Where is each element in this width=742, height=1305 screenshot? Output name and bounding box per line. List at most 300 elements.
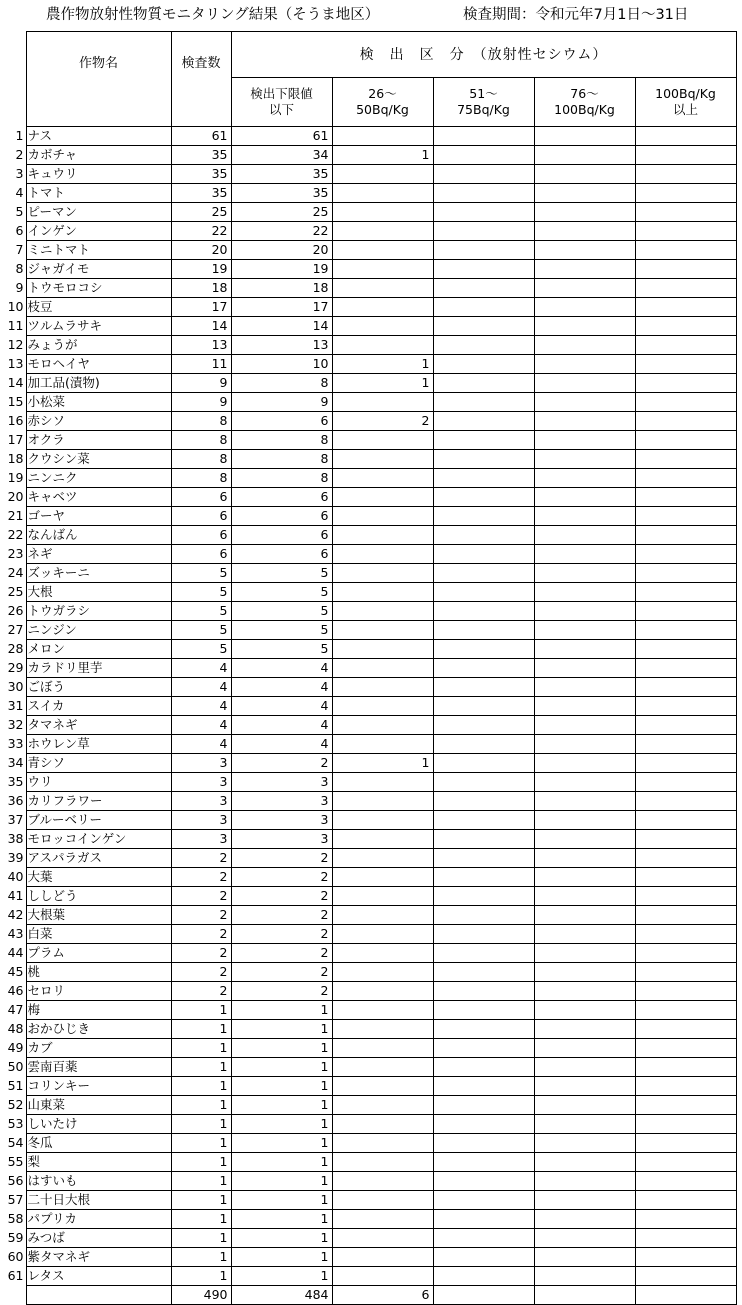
value-26-50: [332, 1058, 433, 1077]
value-26-50: [332, 1001, 433, 1020]
value-over-100: [635, 1191, 736, 1210]
inspection-count: 8: [171, 450, 231, 469]
row-number: 31: [7, 698, 24, 713]
row-number: 47: [7, 1002, 24, 1017]
value-76-100: [534, 184, 635, 203]
totals-below-limit: 484: [231, 1286, 332, 1305]
row-number: 32: [7, 717, 24, 732]
table-row: [0, 621, 736, 640]
table-row: [0, 1115, 736, 1134]
value-76-100: [534, 1134, 635, 1153]
value-51-75: [433, 526, 534, 545]
inspection-count: 1: [171, 1210, 231, 1229]
inspection-count: 19: [171, 260, 231, 279]
value-below-limit: 3: [231, 830, 332, 849]
value-76-100: [534, 1077, 635, 1096]
value-below-limit: 3: [231, 773, 332, 792]
value-26-50: [332, 1191, 433, 1210]
row-number: 2: [15, 147, 24, 162]
row-number: 25: [7, 584, 24, 599]
table-row: [0, 298, 736, 317]
inspection-count: 17: [171, 298, 231, 317]
value-over-100: [635, 849, 736, 868]
crop-name: カボチャ: [26, 146, 171, 165]
value-76-100: [534, 317, 635, 336]
value-over-100: [635, 944, 736, 963]
totals-26-50: 6: [332, 1286, 433, 1305]
totals-label: [26, 1286, 171, 1305]
value-51-75: [433, 336, 534, 355]
value-26-50: 1: [332, 355, 433, 374]
row-number: 51: [7, 1078, 24, 1093]
value-26-50: [332, 849, 433, 868]
value-51-75: [433, 659, 534, 678]
value-51-75: [433, 374, 534, 393]
inspection-count: 1: [171, 1153, 231, 1172]
table-row: [0, 963, 736, 982]
value-51-75: [433, 1020, 534, 1039]
inspection-count: 1: [171, 1001, 231, 1020]
totals-over-100: [635, 1286, 736, 1305]
row-number: 24: [7, 565, 24, 580]
crop-name: ミニトマト: [26, 241, 171, 260]
value-76-100: [534, 1191, 635, 1210]
value-51-75: [433, 678, 534, 697]
inspection-count: 1: [171, 1267, 231, 1286]
row-number: 30: [7, 679, 24, 694]
value-below-limit: 2: [231, 868, 332, 887]
row-number: 8: [15, 261, 24, 276]
value-over-100: [635, 811, 736, 830]
value-26-50: 1: [332, 146, 433, 165]
value-51-75: [433, 640, 534, 659]
value-26-50: [332, 184, 433, 203]
value-26-50: [332, 944, 433, 963]
value-below-limit: 2: [231, 925, 332, 944]
value-26-50: 1: [332, 374, 433, 393]
value-51-75: [433, 773, 534, 792]
crop-name: ツルムラサキ: [26, 317, 171, 336]
table-row: [0, 1210, 736, 1229]
value-76-100: [534, 1210, 635, 1229]
inspection-count: 25: [171, 203, 231, 222]
row-number: 28: [7, 641, 24, 656]
inspection-count: 2: [171, 982, 231, 1001]
row-number: 5: [15, 204, 24, 219]
row-number: 57: [7, 1192, 24, 1207]
value-26-50: [332, 792, 433, 811]
value-below-limit: 8: [231, 374, 332, 393]
table-row: [0, 735, 736, 754]
value-76-100: [534, 1153, 635, 1172]
value-below-limit: 2: [231, 963, 332, 982]
inspection-count: 14: [171, 317, 231, 336]
value-26-50: [332, 583, 433, 602]
value-76-100: [534, 1020, 635, 1039]
value-26-50: [332, 1248, 433, 1267]
value-26-50: [332, 1229, 433, 1248]
inspection-count: 2: [171, 925, 231, 944]
value-below-limit: 1: [231, 1001, 332, 1020]
value-51-75: [433, 450, 534, 469]
value-below-limit: 34: [231, 146, 332, 165]
value-51-75: [433, 1248, 534, 1267]
table-body: [0, 127, 736, 1286]
value-51-75: [433, 1039, 534, 1058]
crop-name: メロン: [26, 640, 171, 659]
crop-name: ブルーベリー: [26, 811, 171, 830]
value-below-limit: 1: [231, 1077, 332, 1096]
value-26-50: [332, 1096, 433, 1115]
inspection-count: 3: [171, 754, 231, 773]
value-below-limit: 2: [231, 982, 332, 1001]
inspection-count: 2: [171, 868, 231, 887]
value-26-50: [332, 507, 433, 526]
crop-name: スイカ: [26, 697, 171, 716]
value-below-limit: 6: [231, 412, 332, 431]
column-header-26-50: 26～ 50Bq/Kg: [332, 78, 433, 127]
value-below-limit: 13: [231, 336, 332, 355]
value-26-50: [332, 1267, 433, 1286]
value-76-100: [534, 279, 635, 298]
value-below-limit: 5: [231, 583, 332, 602]
inspection-count: 5: [171, 621, 231, 640]
row-number: 10: [7, 299, 24, 314]
value-over-100: [635, 127, 736, 146]
value-over-100: [635, 165, 736, 184]
inspection-count: 1: [171, 1191, 231, 1210]
value-51-75: [433, 564, 534, 583]
value-below-limit: 2: [231, 754, 332, 773]
table-row: [0, 203, 736, 222]
table-row: [0, 792, 736, 811]
table-row: [0, 868, 736, 887]
table-row: [0, 336, 736, 355]
inspection-count: 1: [171, 1096, 231, 1115]
value-below-limit: 25: [231, 203, 332, 222]
value-26-50: [332, 621, 433, 640]
value-51-75: [433, 583, 534, 602]
crop-name: プラム: [26, 944, 171, 963]
value-51-75: [433, 241, 534, 260]
value-over-100: [635, 602, 736, 621]
value-51-75: [433, 1153, 534, 1172]
crop-name: 梅: [26, 1001, 171, 1020]
value-over-100: [635, 146, 736, 165]
value-76-100: [534, 944, 635, 963]
value-26-50: [332, 545, 433, 564]
crop-name: 桃: [26, 963, 171, 982]
value-51-75: [433, 887, 534, 906]
column-header-51-75: 51～ 75Bq/Kg: [433, 78, 534, 127]
value-26-50: [332, 773, 433, 792]
row-number: 27: [7, 622, 24, 637]
value-below-limit: 1: [231, 1020, 332, 1039]
value-26-50: [332, 982, 433, 1001]
value-below-limit: 6: [231, 545, 332, 564]
value-26-50: [332, 469, 433, 488]
crop-name: キャベツ: [26, 488, 171, 507]
value-over-100: [635, 526, 736, 545]
table-row: [0, 1077, 736, 1096]
value-over-100: [635, 868, 736, 887]
value-51-75: [433, 165, 534, 184]
crop-name: 雲南百薬: [26, 1058, 171, 1077]
row-number: 50: [7, 1059, 24, 1074]
value-76-100: [534, 412, 635, 431]
row-number: 21: [7, 508, 24, 523]
table-header: [0, 32, 736, 127]
inspection-count: 3: [171, 830, 231, 849]
value-over-100: [635, 450, 736, 469]
column-header-detection-group: 検 出 区 分 （放射性セシウム）: [231, 32, 736, 78]
crop-name: しいたけ: [26, 1115, 171, 1134]
value-below-limit: 1: [231, 1191, 332, 1210]
inspection-count: 2: [171, 944, 231, 963]
inspection-period: 検査期間：令和元年7月1日～31日: [463, 7, 689, 23]
value-76-100: [534, 659, 635, 678]
value-51-75: [433, 716, 534, 735]
value-over-100: [635, 545, 736, 564]
value-over-100: [635, 1248, 736, 1267]
value-below-limit: 4: [231, 716, 332, 735]
row-number: 53: [7, 1116, 24, 1131]
row-number: 9: [15, 280, 24, 295]
table-row: [0, 184, 736, 203]
value-26-50: [332, 735, 433, 754]
value-over-100: [635, 469, 736, 488]
value-76-100: [534, 374, 635, 393]
value-over-100: [635, 621, 736, 640]
value-51-75: [433, 811, 534, 830]
table-row: [0, 1058, 736, 1077]
value-51-75: [433, 602, 534, 621]
value-26-50: 1: [332, 754, 433, 773]
table-footer: [0, 1286, 736, 1305]
inspection-count: 1: [171, 1077, 231, 1096]
inspection-count: 35: [171, 184, 231, 203]
value-over-100: [635, 279, 736, 298]
table-row: [0, 583, 736, 602]
value-26-50: [332, 431, 433, 450]
inspection-count: 5: [171, 583, 231, 602]
value-26-50: [332, 811, 433, 830]
crop-name: ニンニク: [26, 469, 171, 488]
value-76-100: [534, 393, 635, 412]
column-header-count: 検査数: [171, 32, 231, 127]
inspection-count: 4: [171, 716, 231, 735]
table-row: [0, 716, 736, 735]
inspection-count: 13: [171, 336, 231, 355]
value-over-100: [635, 1229, 736, 1248]
value-26-50: [332, 1210, 433, 1229]
row-number: 34: [7, 755, 24, 770]
table-row: [0, 830, 736, 849]
crop-name: ごぼう: [26, 678, 171, 697]
crop-name: 冬瓜: [26, 1134, 171, 1153]
value-26-50: 2: [332, 412, 433, 431]
value-below-limit: 8: [231, 431, 332, 450]
value-76-100: [534, 830, 635, 849]
crop-name: キュウリ: [26, 165, 171, 184]
table-row: [0, 450, 736, 469]
value-76-100: [534, 564, 635, 583]
value-51-75: [433, 355, 534, 374]
value-26-50: [332, 1039, 433, 1058]
row-number: 58: [7, 1211, 24, 1226]
column-header-below-limit: 検出下限値 以下: [231, 78, 332, 127]
value-26-50: [332, 1077, 433, 1096]
value-26-50: [332, 640, 433, 659]
value-51-75: [433, 279, 534, 298]
value-76-100: [534, 298, 635, 317]
crop-name: 二十日大根: [26, 1191, 171, 1210]
table-row: [0, 431, 736, 450]
value-26-50: [332, 678, 433, 697]
value-26-50: [332, 298, 433, 317]
table-row: [0, 488, 736, 507]
row-number: 14: [7, 375, 24, 390]
row-number: 36: [7, 793, 24, 808]
value-over-100: [635, 982, 736, 1001]
inspection-count: 61: [171, 127, 231, 146]
value-51-75: [433, 754, 534, 773]
value-51-75: [433, 963, 534, 982]
value-below-limit: 4: [231, 697, 332, 716]
value-51-75: [433, 792, 534, 811]
value-76-100: [534, 165, 635, 184]
row-number: 52: [7, 1097, 24, 1112]
table-row: [0, 545, 736, 564]
value-51-75: [433, 1058, 534, 1077]
column-header-over-100: 100Bq/Kg 以上: [635, 78, 736, 127]
value-over-100: [635, 412, 736, 431]
crop-name: タマネギ: [26, 716, 171, 735]
crop-name: アスパラガス: [26, 849, 171, 868]
row-number: 11: [7, 318, 24, 333]
table-row: [0, 849, 736, 868]
inspection-count: 8: [171, 469, 231, 488]
value-51-75: [433, 146, 534, 165]
value-below-limit: 1: [231, 1039, 332, 1058]
crop-name: ジャガイモ: [26, 260, 171, 279]
table-row: [0, 602, 736, 621]
value-26-50: [332, 830, 433, 849]
inspection-count: 2: [171, 906, 231, 925]
value-76-100: [534, 1058, 635, 1077]
inspection-count: 35: [171, 146, 231, 165]
value-over-100: [635, 1077, 736, 1096]
value-over-100: [635, 697, 736, 716]
row-number: 29: [7, 660, 24, 675]
value-51-75: [433, 222, 534, 241]
value-over-100: [635, 1039, 736, 1058]
table-row: [0, 906, 736, 925]
row-number: 26: [7, 603, 24, 618]
inspection-count: 1: [171, 1229, 231, 1248]
inspection-count: 4: [171, 678, 231, 697]
column-header-crop-name: 作物名: [26, 32, 171, 127]
value-below-limit: 5: [231, 564, 332, 583]
value-over-100: [635, 1020, 736, 1039]
value-76-100: [534, 697, 635, 716]
table-row: [0, 507, 736, 526]
inspection-count: 3: [171, 792, 231, 811]
value-76-100: [534, 336, 635, 355]
value-over-100: [635, 1134, 736, 1153]
crop-name: 白菜: [26, 925, 171, 944]
row-number: 22: [7, 527, 24, 542]
value-76-100: [534, 469, 635, 488]
value-below-limit: 4: [231, 678, 332, 697]
value-26-50: [332, 317, 433, 336]
crop-name: オクラ: [26, 431, 171, 450]
value-over-100: [635, 792, 736, 811]
row-number: 55: [7, 1154, 24, 1169]
row-number: 13: [7, 356, 24, 371]
value-over-100: [635, 564, 736, 583]
row-number: 18: [7, 451, 24, 466]
row-number: 61: [7, 1268, 24, 1283]
crop-name: モロッコインゲン: [26, 830, 171, 849]
value-51-75: [433, 830, 534, 849]
value-76-100: [534, 241, 635, 260]
inspection-count: 18: [171, 279, 231, 298]
row-number: 33: [7, 736, 24, 751]
table-row: [0, 260, 736, 279]
crop-name: はすいも: [26, 1172, 171, 1191]
value-76-100: [534, 640, 635, 659]
crop-name: ゴーヤ: [26, 507, 171, 526]
value-over-100: [635, 203, 736, 222]
value-76-100: [534, 146, 635, 165]
crop-name: なんばん: [26, 526, 171, 545]
row-number: 59: [7, 1230, 24, 1245]
table-row: [0, 165, 736, 184]
value-26-50: [332, 1172, 433, 1191]
value-over-100: [635, 298, 736, 317]
value-over-100: [635, 1115, 736, 1134]
crop-name: カリフラワー: [26, 792, 171, 811]
value-76-100: [534, 507, 635, 526]
column-header-76-100: 76～ 100Bq/Kg: [534, 78, 635, 127]
value-76-100: [534, 925, 635, 944]
inspection-count: 9: [171, 374, 231, 393]
table-row: [0, 241, 736, 260]
row-number: 16: [7, 413, 24, 428]
row-number: 12: [7, 337, 24, 352]
crop-name: カブ: [26, 1039, 171, 1058]
value-51-75: [433, 1229, 534, 1248]
value-26-50: [332, 602, 433, 621]
value-26-50: [332, 488, 433, 507]
inspection-count: 5: [171, 602, 231, 621]
value-51-75: [433, 469, 534, 488]
crop-name: コリンキー: [26, 1077, 171, 1096]
value-51-75: [433, 1096, 534, 1115]
crop-name: トウガラシ: [26, 602, 171, 621]
table-row: [0, 146, 736, 165]
inspection-count: 11: [171, 355, 231, 374]
crop-name: インゲン: [26, 222, 171, 241]
value-51-75: [433, 412, 534, 431]
row-number: 54: [7, 1135, 24, 1150]
crop-name: 加工品(漬物): [26, 374, 171, 393]
value-76-100: [534, 355, 635, 374]
crop-name: ナス: [26, 127, 171, 146]
inspection-count: 3: [171, 773, 231, 792]
row-number: 60: [7, 1249, 24, 1264]
